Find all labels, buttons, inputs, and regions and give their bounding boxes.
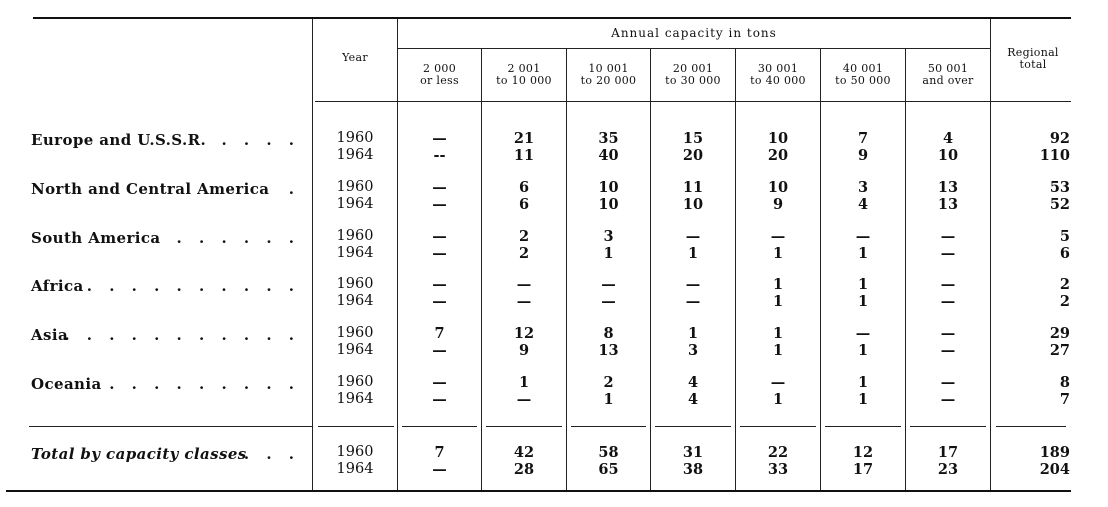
value-cell: —	[685, 228, 701, 245]
capacity-header-1	[398, 63, 481, 87]
value-cell: —	[855, 228, 871, 245]
capacity-header-line: and over	[922, 74, 974, 87]
value-cell: 22	[767, 444, 789, 461]
value-cell: —	[432, 245, 447, 262]
regional-total-cell: 189	[1039, 444, 1070, 461]
value-cell: 1	[857, 374, 869, 391]
capacity-header-line: 10 001	[588, 62, 629, 75]
value-cell: 1	[857, 293, 869, 310]
year-cell: 1960	[336, 130, 374, 146]
value-cell: 1	[857, 391, 869, 408]
value-cell: —	[940, 325, 956, 342]
value-cell: --	[433, 147, 446, 164]
value-cell: 1	[772, 325, 784, 342]
value-cell: 7	[857, 130, 869, 147]
value-cell: 12	[852, 444, 874, 461]
year-cell: 1960	[336, 228, 374, 244]
value-cell: 2	[518, 228, 530, 245]
header-bottom-rule	[315, 101, 1071, 102]
capacity-header-6	[821, 63, 905, 87]
value-cell: 33	[767, 461, 789, 478]
regional-total-line-2: total	[1019, 58, 1047, 71]
value-cell: 1	[857, 276, 869, 293]
value-cell: —	[432, 130, 447, 147]
value-cell: —	[432, 179, 447, 196]
capacity-header-line: to 30 000	[665, 74, 721, 87]
capacity-header-line: to 40 000	[750, 74, 806, 87]
row-leader-dots: .	[288, 180, 300, 198]
regional-total-cell: 6	[1059, 245, 1070, 262]
year-cell: 1960	[336, 325, 374, 341]
totals-rule	[655, 426, 731, 427]
capacity-header-7	[906, 63, 990, 87]
value-cell: —	[940, 374, 956, 391]
value-cell: —	[432, 461, 447, 478]
value-cell: 8	[603, 325, 614, 342]
row-label: Total by capacity classes	[31, 445, 247, 463]
value-cell: 1	[772, 391, 784, 408]
value-cell: 4	[857, 196, 869, 213]
totals-rule	[486, 426, 562, 427]
value-cell: 9	[772, 196, 784, 213]
year-header: Year	[342, 51, 368, 64]
value-cell: 11	[513, 147, 535, 164]
row-label: North and Central America	[31, 180, 270, 198]
value-cell: 3	[857, 179, 869, 196]
group-title: Annual capacity in tons	[611, 26, 777, 40]
value-cell: 1	[603, 391, 614, 408]
row-leader-dots: . . . .	[221, 131, 300, 149]
group-title-rule	[398, 48, 990, 49]
value-cell: —	[770, 228, 786, 245]
value-cell: —	[432, 228, 447, 245]
value-cell: —	[940, 228, 956, 245]
value-cell: —	[685, 276, 701, 293]
col-sep-6	[905, 49, 906, 490]
capacity-header-line: to 50 000	[835, 74, 891, 87]
capacity-header-line: 2 000	[423, 62, 456, 75]
row-leader-dots: . . . . . . . . . . .	[64, 326, 300, 344]
col-sep-1	[481, 49, 482, 490]
value-cell: 38	[682, 461, 704, 478]
value-cell: 2	[603, 374, 614, 391]
col-sep-3	[650, 49, 651, 490]
value-cell: 13	[937, 196, 959, 213]
year-cell: 1960	[336, 444, 374, 460]
capacity-header-line: to 10 000	[496, 74, 552, 87]
value-cell: 13	[937, 179, 959, 196]
capacity-header-2	[482, 63, 566, 87]
value-cell: 23	[937, 461, 959, 478]
value-cell: —	[940, 342, 956, 359]
value-cell: 15	[682, 130, 704, 147]
value-cell: —	[432, 293, 447, 310]
value-cell: 4	[687, 391, 699, 408]
regional-total-cell: 2	[1059, 293, 1070, 310]
value-cell: 17	[852, 461, 874, 478]
regional-total-cell: 2	[1059, 276, 1070, 293]
capacity-header-line: 50 001	[927, 62, 969, 75]
value-cell: —	[432, 196, 447, 213]
year-cell: 1964	[336, 391, 374, 407]
value-cell: 65	[598, 461, 619, 478]
capacity-header-line: 40 001	[842, 62, 884, 75]
totals-rule	[910, 426, 986, 427]
capacity-header-4	[651, 63, 735, 87]
value-cell: —	[516, 293, 532, 310]
value-cell: —	[770, 374, 786, 391]
row-label: South America	[31, 229, 161, 247]
year-cell: 1960	[336, 374, 374, 390]
capacity-header-line: 20 001	[672, 62, 714, 75]
regional-total-cell: 92	[1049, 130, 1070, 147]
col-sep-label	[312, 19, 313, 490]
value-cell: —	[516, 276, 532, 293]
regional-total-cell: 27	[1049, 342, 1070, 359]
value-cell: 9	[857, 147, 869, 164]
totals-rule	[996, 426, 1066, 427]
totals-rule	[571, 426, 646, 427]
capacity-header-line: 2 001	[507, 62, 541, 75]
value-cell: 42	[513, 444, 535, 461]
row-label: Africa	[31, 277, 84, 295]
capacity-header-line: to 20 000	[580, 74, 637, 87]
value-cell: 3	[603, 228, 614, 245]
col-sep-4	[735, 49, 736, 490]
value-cell: 58	[598, 444, 619, 461]
value-cell: 6	[518, 196, 530, 213]
capacity-header-line: 30 001	[757, 62, 799, 75]
regional-total-line-1: Regional	[1007, 46, 1059, 59]
value-cell: 4	[942, 130, 954, 147]
value-cell: 10	[598, 196, 619, 213]
totals-rule	[402, 426, 477, 427]
regional-total-cell: 53	[1049, 179, 1070, 196]
value-cell: —	[940, 245, 956, 262]
year-cell: 1960	[336, 276, 374, 292]
totals-rule-label	[29, 426, 312, 427]
year-cell: 1964	[336, 342, 374, 358]
year-cell: 1964	[336, 461, 374, 477]
value-cell: 2	[518, 245, 530, 262]
value-cell: 21	[513, 130, 535, 147]
col-sep-2	[566, 49, 567, 490]
totals-rule	[740, 426, 816, 427]
value-cell: 1	[603, 245, 614, 262]
value-cell: 3	[687, 342, 699, 359]
value-cell: 13	[598, 342, 619, 359]
value-cell: 1	[857, 342, 869, 359]
regional-total-cell: 29	[1049, 325, 1070, 342]
value-cell: —	[432, 276, 447, 293]
row-leader-dots: . . . . . . . . . .	[86, 277, 300, 295]
value-cell: 17	[937, 444, 959, 461]
capacity-header-line: or less	[420, 74, 459, 87]
top-rule	[33, 17, 1071, 19]
row-leader-dots: . . . . . . .	[154, 229, 300, 247]
value-cell: 12	[513, 325, 535, 342]
year-cell: 1964	[336, 245, 374, 261]
value-cell: 11	[682, 179, 704, 196]
regional-total-cell: 52	[1049, 196, 1070, 213]
value-cell: 10	[767, 130, 789, 147]
value-cell: 28	[513, 461, 535, 478]
value-cell: —	[940, 391, 956, 408]
value-cell: —	[516, 391, 532, 408]
value-cell: 1	[772, 293, 784, 310]
value-cell: 1	[772, 342, 784, 359]
value-cell: 10	[682, 196, 704, 213]
value-cell: 1	[687, 325, 699, 342]
year-cell: 1964	[336, 147, 374, 163]
value-cell: 1	[772, 276, 784, 293]
row-leader-dots: . . . . . . . . .	[109, 375, 300, 393]
value-cell: 1	[518, 374, 530, 391]
value-cell: —	[432, 374, 447, 391]
year-cell: 1960	[336, 179, 374, 195]
regional-total-cell: 5	[1059, 228, 1070, 245]
regional-total-cell: 8	[1059, 374, 1070, 391]
regional-total-cell: 7	[1059, 391, 1070, 408]
value-cell: 7	[434, 325, 445, 342]
totals-rule	[825, 426, 901, 427]
row-label: Asia	[31, 326, 69, 344]
value-cell: 35	[598, 130, 619, 147]
value-cell: 4	[687, 374, 699, 391]
value-cell: 1	[857, 245, 869, 262]
value-cell: 9	[518, 342, 530, 359]
value-cell: —	[940, 276, 956, 293]
value-cell: 10	[937, 147, 959, 164]
value-cell: —	[601, 293, 616, 310]
value-cell: 20	[767, 147, 789, 164]
totals-rule	[318, 426, 394, 427]
capacity-header-5	[736, 63, 820, 87]
value-cell: 10	[598, 179, 619, 196]
value-cell: —	[685, 293, 701, 310]
value-cell: 1	[772, 245, 784, 262]
year-cell: 1964	[336, 196, 374, 212]
col-sep-5	[820, 49, 821, 490]
capacity-header-3	[567, 63, 650, 87]
bottom-rule	[6, 490, 1071, 492]
value-cell: 1	[687, 245, 699, 262]
regional-total-cell: 204	[1039, 461, 1070, 478]
value-cell: 6	[518, 179, 530, 196]
value-cell: —	[855, 325, 871, 342]
value-cell: 7	[434, 444, 445, 461]
value-cell: 20	[682, 147, 704, 164]
regional-total-header	[992, 47, 1074, 71]
value-cell: —	[432, 391, 447, 408]
value-cell: —	[601, 276, 616, 293]
regional-total-cell: 110	[1039, 147, 1070, 164]
row-leader-dots: . . .	[243, 445, 300, 463]
value-cell: 31	[682, 444, 704, 461]
value-cell: —	[940, 293, 956, 310]
row-label: Oceania	[31, 375, 102, 393]
value-cell: 10	[767, 179, 789, 196]
value-cell: 40	[598, 147, 619, 164]
row-label: Europe and U.S.S.R.	[31, 131, 207, 149]
value-cell: —	[432, 342, 447, 359]
year-cell: 1964	[336, 293, 374, 309]
